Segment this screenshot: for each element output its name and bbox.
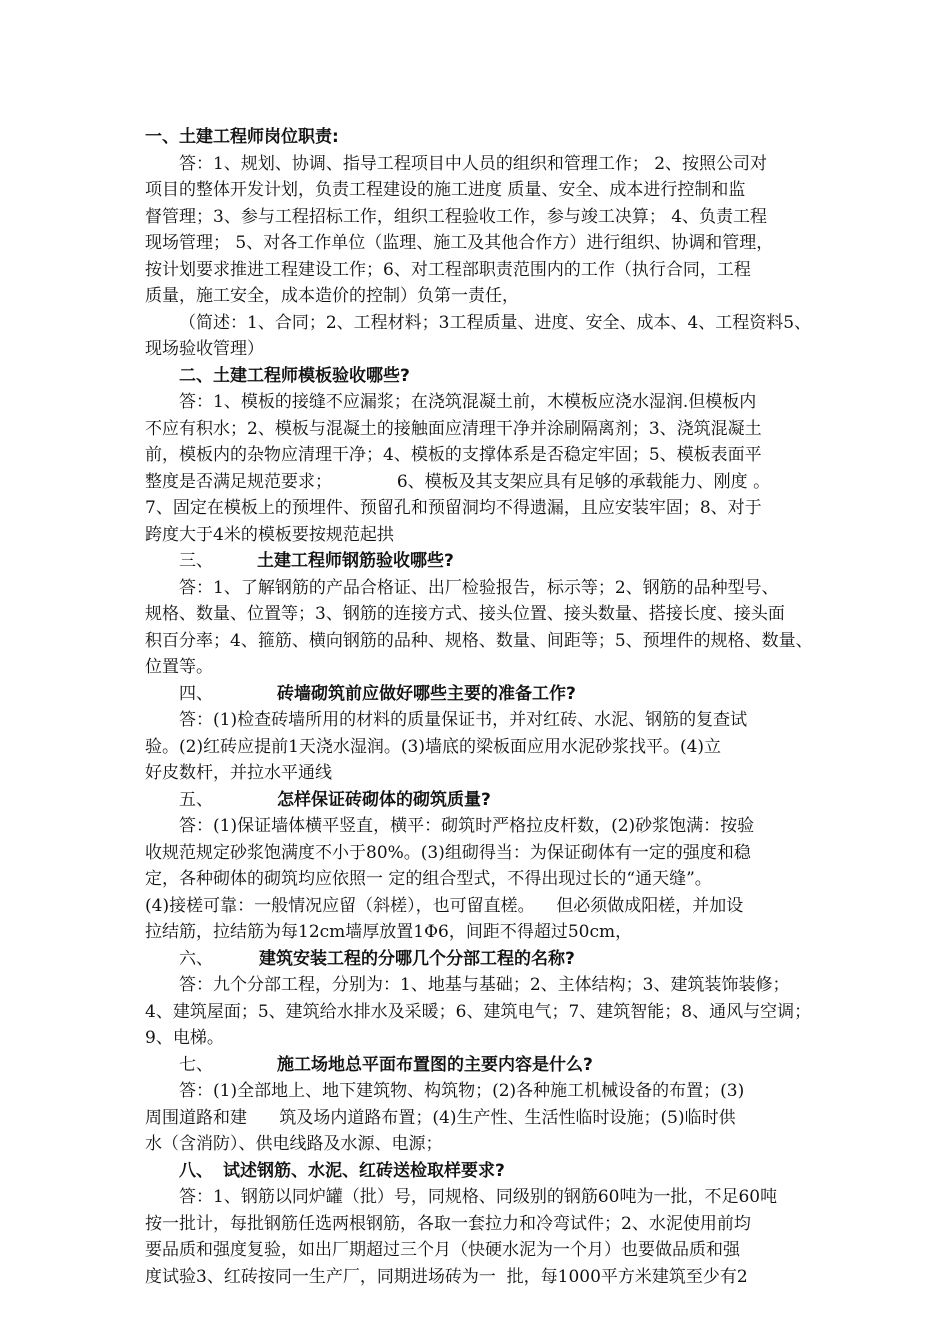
section-title: 施工场地总平面布置图的主要内容是什么? [277, 1054, 593, 1075]
section-heading-6 [145, 946, 825, 973]
answer-line: 督管理；3、参与工程招标工作，组织工程验收工作，参与竣工决算； 4、负责工程 [145, 206, 768, 227]
answer-line: 答：(1)检查砖墙所用的材料的质量保证书，并对红砖、水泥、钢筋的复查试 [179, 710, 748, 730]
answer-line: 水（含消防）、供电线路及水源、电源； [145, 1134, 443, 1154]
section-title: 土建工程师模板验收哪些? [213, 365, 410, 386]
answer-line: 跨度大于4米的模板要按规范起拱 [145, 524, 394, 545]
section-number: 二、 [179, 365, 213, 386]
answer-3 [145, 575, 825, 681]
answer-line: 验。(2)红砖应提前1天浇水湿润。(3)墙底的梁板面应用水泥砂浆找平。(4)立 [145, 736, 722, 757]
answer-line: 现场管理； 5、对各工作单位（监理、施工及其他合作方）进行组织、协调和管理， [145, 233, 774, 253]
section-title: 建筑安装工程的分哪几个分部工程的名称? [259, 948, 575, 969]
answer-line: 位置等。 [145, 657, 213, 677]
answer-8 [145, 1184, 825, 1290]
section-heading-8 [145, 1158, 825, 1185]
section-number: 八、 [179, 1160, 213, 1181]
answer-line: 积百分率；4、箍筋、横向钢筋的品种、规格、数量、间距等；5、预埋件的规格、数量、 [145, 630, 813, 651]
answer-line: 4、建筑屋面；5、建筑给水排水及采暖；6、建筑电气；7、建筑智能；8、通风与空调； [145, 1001, 812, 1022]
summary-1 [145, 310, 825, 363]
section-title: 砖墙砌筑前应做好哪些主要的准备工作? [277, 683, 576, 704]
section-heading-5 [145, 787, 825, 814]
answer-line: 答：1、规划、协调、指导工程项目中人员的组织和管理工作； 2、按照公司对 [179, 153, 768, 174]
answer-line: 定，各种砌体的砌筑均应依照一 定的组合型式，不得出现过长的“通天缝”。 [145, 869, 712, 889]
section-heading-2 [145, 363, 825, 390]
answer-line: 收规范规定砂浆饱满度不小于80%。(3)组砌得当：为保证砌体有一定的强度和稳 [145, 842, 751, 863]
answer-line: 整度是否满足规范要求； 6、模板及其支架应具有足够的承载能力、刚度 。 [145, 471, 771, 492]
section-heading-3 [145, 548, 825, 575]
answer-6 [145, 972, 825, 1052]
answer-line: (4)接槎可靠：一般情况应留（斜槎），也可留直槎。 但必须做成阳槎，并加设 [145, 895, 744, 916]
section-number: 三、 [179, 551, 213, 571]
section-number: 六、 [179, 948, 213, 969]
section-heading-4 [145, 681, 825, 708]
answer-2 [145, 389, 825, 548]
answer-line: 按一批计，每批钢筋任选两根钢筋，各取一套拉力和冷弯试件；2、水泥使用前均 [145, 1213, 751, 1234]
section-number: 七、 [179, 1054, 213, 1075]
answer-4 [145, 707, 825, 787]
answer-line: 要品质和强度复验，如出厂期超过三个月（快硬水泥为一个月）也要做品质和强 [145, 1240, 740, 1260]
answer-line: 项目的整体开发计划，负责工程建设的施工进度 质量、安全、成本进行控制和监 [145, 180, 746, 200]
answer-line: 7、固定在模板上的预埋件、预留孔和预留洞均不得遗漏，且应安装牢固；8、对于 [145, 498, 762, 518]
section-title: 土建工程师钢筋验收哪些? [257, 551, 454, 571]
answer-line: 拉结筋，拉结筋为每12cm墙厚放置1Φ6，间距不得超过50cm， [145, 922, 633, 942]
answer-line: 度试验3、红砖按同一生产厂，同期进场砖为一 批，每1000平方米建筑至少有2 [145, 1266, 748, 1287]
answer-7 [145, 1078, 825, 1158]
answer-line: 答：1、钢筋以同炉罐（批）号，同规格、同级别的钢筋60吨为一批，不足60吨 [179, 1187, 778, 1207]
summary-line: 现场验收管理） [145, 339, 264, 359]
section-heading-7 [145, 1052, 825, 1079]
section-number: 五、 [179, 789, 213, 810]
summary-line: （简述：1、合同；2、工程材料；3工程质量、进度、安全、成本、4、工程资料5、 [179, 312, 812, 333]
answer-line: 答：(1)保证墙体横平竖直，横平：砌筑时严格拉皮杆数，(2)砂浆饱满：按验 [179, 816, 755, 836]
answer-line: 答：1、了解钢筋的产品合格证、出厂检验报告，标示等；2、钢筋的品种型号、 [179, 577, 779, 598]
answer-line: 好皮数杆，并拉水平通线 [145, 763, 332, 783]
answer-line: 答：九个分部工程，分别为：1、地基与基础；2、主体结构；3、建筑装饰装修； [179, 975, 790, 995]
answer-line: 按计划要求推进工程建设工作；6、对工程部职责范围内的工作（执行合同，工程 [145, 259, 751, 280]
answer-line: 周围道路和建 筑及场内道路布置；(4)生产性、生活性临时设施；(5)临时供 [145, 1107, 736, 1128]
document-page [145, 124, 825, 1290]
section-title: 怎样保证砖砌体的砌筑质量? [277, 789, 491, 810]
answer-line: 答：1、模板的接缝不应漏浆；在浇筑混凝土前，木模板应浇水湿润.但模板内 [179, 392, 757, 412]
answer-line: 质量，施工安全，成本造价的控制）负第一责任， [145, 286, 519, 306]
section-number: 四、 [179, 683, 213, 704]
answer-line: 答：(1)全部地上、地下建筑物、构筑物；(2)各种施工机械设备的布置；(3) [179, 1081, 745, 1101]
answer-line: 不应有积水；2、模板与混凝土的接触面应清理干净并涂刷隔离剂；3、浇筑混凝土 [145, 418, 762, 439]
answer-1 [145, 151, 825, 310]
answer-line: 前，模板内的杂物应清理干净；4、模板的支撑体系是否稳定牢固；5、模板表面平 [145, 445, 762, 465]
answer-line: 9、电梯。 [145, 1028, 224, 1048]
answer-line: 规格、数量、位置等；3、钢筋的连接方式、接头位置、接头数量、搭接长度、接头面 [145, 604, 785, 624]
section-title: 试述钢筋、水泥、红砖送检取样要求? [223, 1160, 505, 1181]
section-heading-1: 一、土建工程师岗位职责: [145, 127, 339, 147]
answer-5 [145, 813, 825, 946]
